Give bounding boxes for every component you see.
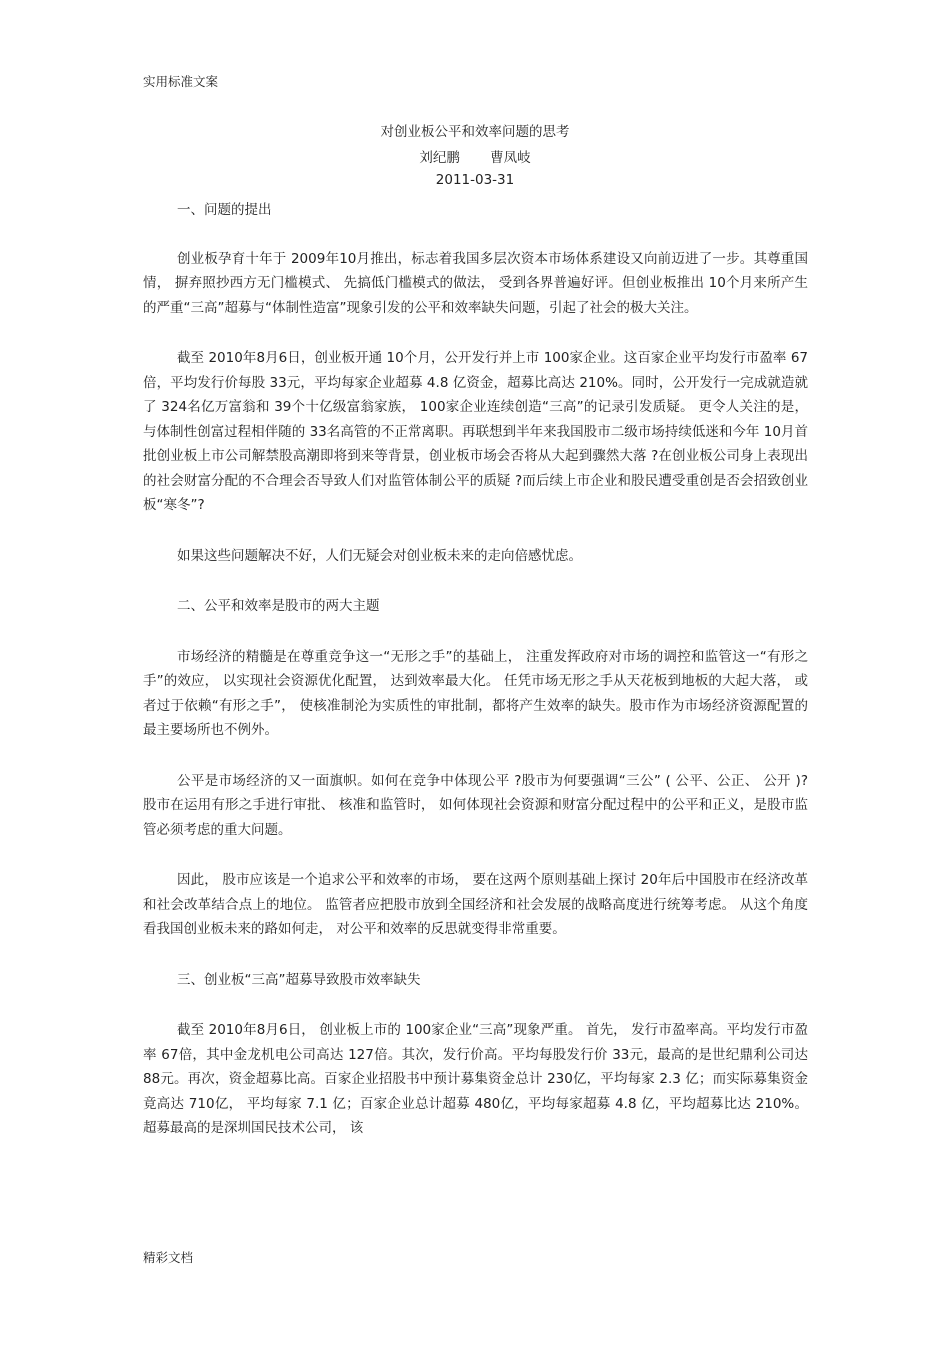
document-body <box>143 198 808 1141</box>
section-heading-2: 二、公平和效率是股市的两大主题 <box>177 598 380 614</box>
document-authors: 刘纪鹏 曹凤岐 <box>419 150 531 166</box>
section-heading-3: 三、创业板“三高”超募导致股市效率缺失 <box>177 971 421 988</box>
paragraph: 公平是市场经济的又一面旗帜。如何在竞争中体现公平 ?股市为何要强调“三公” ( 公平、公正、 公开 )? 股市在运用有形之手进行审批、 核准和监管时， 如何体现社会资源和财富分配过程中的公平和正义，是股市监管必须考虑的重大问题。 <box>143 772 808 838</box>
paragraph: 截至 2010年8月6日， 创业板上市的 100家企业“三高”现象严重。 首先， 发行市盈率高。平均发行市盈率 67倍，其中金龙机电公司高达 127倍。其次，发行价高。平均每股发行价 33元，最高的是世纪鼎利公司达 88元。再次，资金超募比高。百家企业招股书中预计募集资金总计 230亿，平均每家 2.3 亿；而实际募集资金竟高达 710亿， 平均每家 7.1 亿；百家企业总计超募 480亿，平均每家超募 4.8 亿，平均超募比达 210%。超募最高的是深圳国民技术公司， 该 <box>143 1022 808 1136</box>
paragraph: 创业板孕育十年于 2009年10月推出，标志着我国多层次资本市场体系建设又向前迈进了一步。其尊重国情， 摒弃照抄西方无门槛模式、 先搞低门槛模式的做法， 受到各界普遍好评。但创业板推出 10个月来所产生的严重“三高”超募与“体制性造富”现象引发的公平和效率缺失问题，引起了社会的极大关注。 <box>143 250 808 316</box>
paragraph: 如果这些问题解决不好，人们无疑会对创业板未来的走向倍感忧虑。 <box>177 547 582 564</box>
paragraph: 市场经济的精髓是在尊重竞争这一“无形之手”的基础上， 注重发挥政府对市场的调控和监管这一“有形之手”的效应， 以实现社会资源优化配置， 达到效率最大化。 任凭市场无形之手从天花板到地板的大起大落， 或者过于依赖“有形之手”， 使核准制沦为实质性的审批制，都将产生效率的缺失。股市作为市场经济资源配置的最主要场所也不例外。 <box>143 648 808 738</box>
document-title: 对创业板公平和效率问题的思考 <box>380 124 570 140</box>
page-header-label: 实用标准文案 <box>143 74 219 89</box>
section-heading-1: 一、问题的提出 <box>177 202 272 218</box>
document-date: 2011-03-31 <box>435 172 515 188</box>
paragraph: 截至 2010年8月6日，创业板开通 10个月，公开发行并上市 100家企业。这百家企业平均发行市盈率 67倍，平均发行价每股 33元，平均每家企业超募 4.8 亿资金，超募比高达 210%。同时，公开发行一完成就造就了 324名亿万富翁和 39个十亿级富翁家族， 100家企业连续创造“三高”的记录引发质疑。 更令人关注的是， 与体制性创富过程相伴随的 33名高管的不正常离职。再联想到半年来我国股市二级市场持续低迷和今年 10月首批创业板上市公司解禁股高潮即将到来等背景，创业板市场会否将从大起到骤然大落 ?在创业板公司身上表现出的社会财富分配的不合理会否导致人们对监管体制公平的质疑 ?而后续上市企业和股民遭受重创是否会招致创业板“寒冬”? <box>143 350 808 513</box>
paragraph: 因此， 股市应该是一个追求公平和效率的市场， 要在这两个原则基础上探讨 20年后中国股市在经济改革和社会改革结合点上的地位。 监管者应把股市放到全国经济和社会发展的战略高度进行统筹考虑。 从这个角度看我国创业板未来的路如何走， 对公平和效率的反思就变得非常重要。 <box>143 872 808 937</box>
page-footer-label: 精彩文档 <box>143 1250 194 1265</box>
